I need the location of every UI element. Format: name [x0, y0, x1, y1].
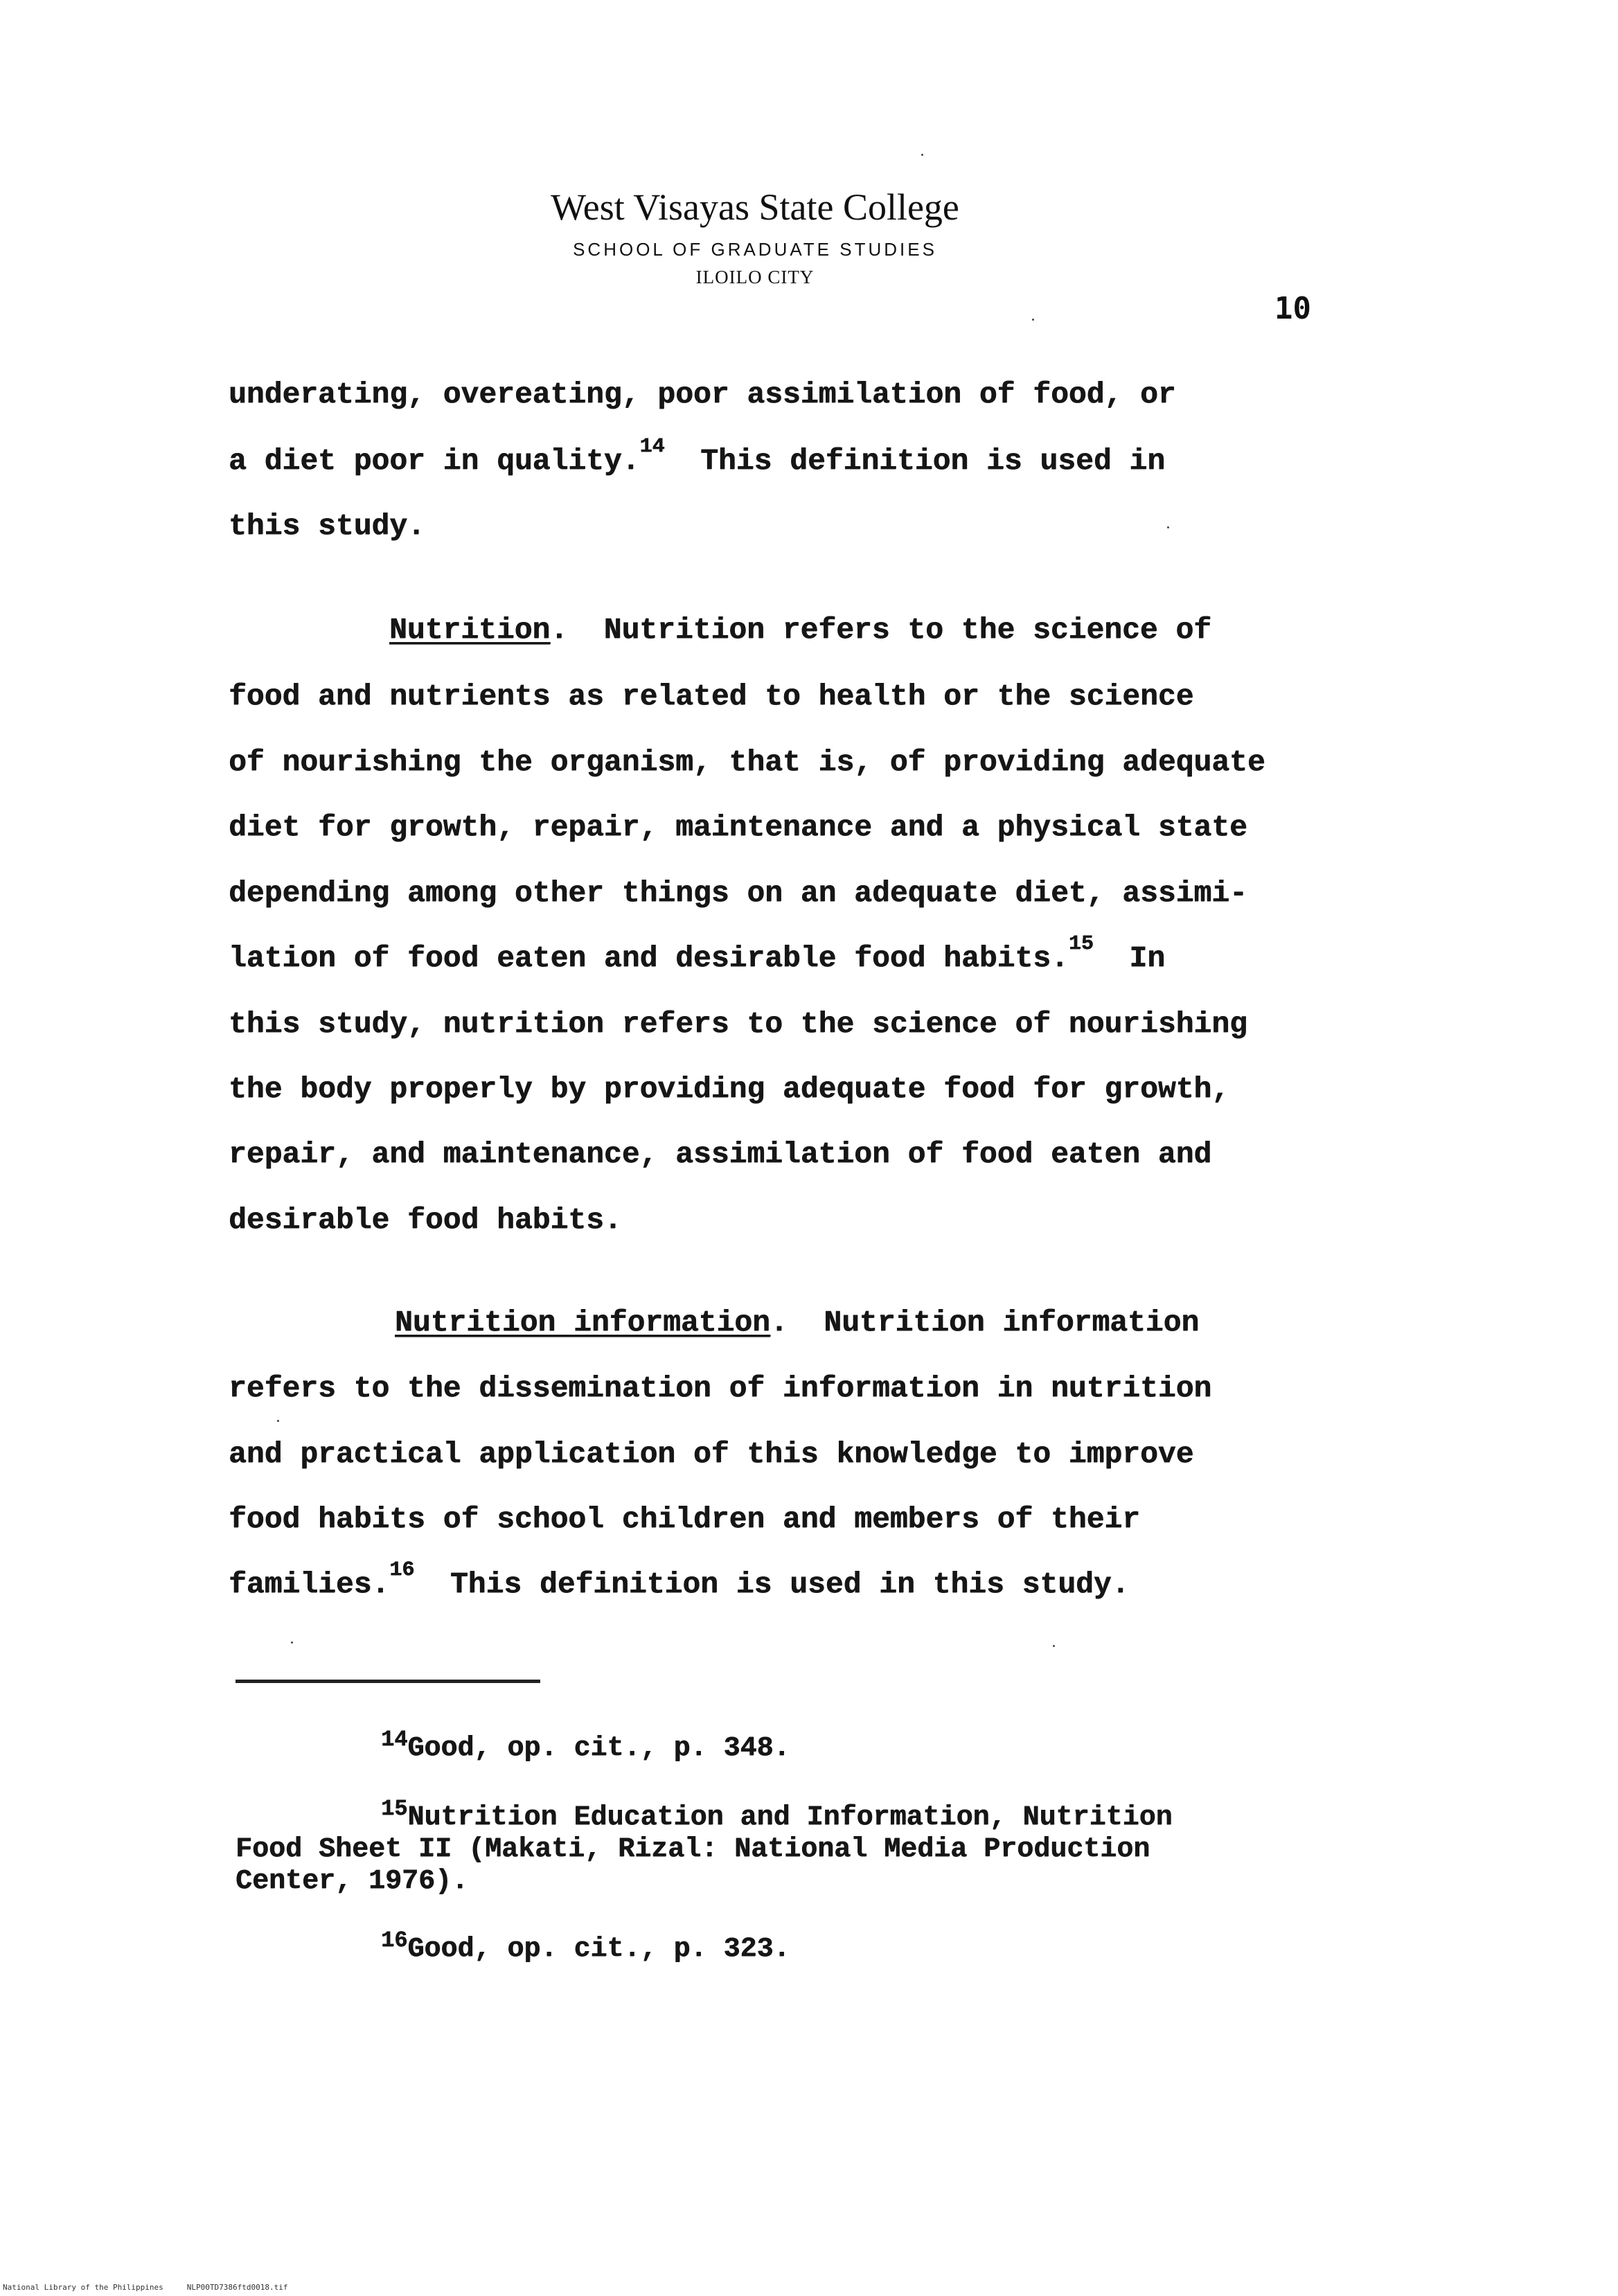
letterhead-city: ILOILO CITY — [695, 267, 815, 287]
scan-footer — [3, 2283, 312, 2292]
page-number: 10 — [1274, 291, 1311, 326]
body-line: desirable food habits. — [229, 1203, 622, 1237]
footnote-text: Nutrition Education and Information, Nutrition — [407, 1802, 1173, 1833]
footnote-text: Good, op. cit., p. 323. — [407, 1934, 790, 1965]
body-text: . Nutrition information — [770, 1306, 1200, 1340]
footnote-ref-14: 14 — [639, 435, 665, 459]
body-line: food habits of school children and members of their — [229, 1502, 1141, 1536]
footnote-text: Good, op. cit., p. 348. — [407, 1733, 790, 1764]
scan-speck — [277, 1420, 279, 1422]
footnote-15 — [381, 1796, 1173, 1835]
body-line: of nourishing the organism, that is, of providing adequate — [229, 745, 1265, 779]
letterhead-school-name: SCHOOL OF GRADUATE STUDIES — [573, 239, 937, 260]
body-line — [229, 932, 1166, 979]
letterhead-college-name: West Visayas State College — [551, 186, 959, 228]
footnote-14 — [381, 1727, 790, 1766]
body-line: this study. — [229, 509, 425, 543]
body-line: and practical application of this knowledge to improve — [229, 1437, 1194, 1471]
scan-speck — [921, 154, 923, 156]
body-text: This definition is used in — [664, 444, 1166, 478]
body-line — [229, 1558, 1130, 1605]
body-line: depending among other things on an adequate diet, assimi- — [229, 876, 1247, 910]
scan-speck — [291, 1641, 293, 1644]
footnote-15-line: Center, 1976). — [235, 1866, 469, 1897]
body-text: In — [1093, 941, 1166, 975]
body-line: underating, overeating, poor assimilation of food, or — [229, 377, 1176, 411]
body-text: families. — [229, 1567, 390, 1601]
footnote-ref-15: 15 — [1068, 932, 1094, 956]
body-text: This definition is used in this study. — [414, 1567, 1130, 1601]
body-line: diet for growth, repair, maintenance and a physical state — [229, 810, 1247, 844]
footnote-mark: 16 — [381, 1928, 408, 1953]
body-line: food and nutrients as related to health or the science — [229, 679, 1194, 713]
term-heading-nutrition: Nutrition — [389, 613, 551, 647]
body-text: lation of food eaten and desirable food habits. — [229, 941, 1069, 975]
footnote-mark: 15 — [381, 1796, 408, 1822]
body-line: the body properly by providing adequate food for growth, — [229, 1072, 1230, 1106]
footer-file: NLP00TD7386ftd0018.tif — [186, 2283, 288, 2292]
body-text: a diet poor in quality. — [229, 444, 640, 478]
footer-library: National Library of the Philippines — [3, 2283, 163, 2292]
body-text: . Nutrition refers to the science of — [550, 613, 1212, 647]
scan-speck — [1032, 319, 1034, 321]
term-heading-nutrition-information: Nutrition information — [395, 1306, 770, 1340]
footnote-separator — [235, 1680, 540, 1683]
footnote-15-line: Food Sheet II (Makati, Rizal: National Media Production — [235, 1834, 1150, 1865]
body-line — [389, 609, 1211, 651]
footnote-ref-16: 16 — [389, 1558, 415, 1582]
scan-speck — [1053, 1645, 1055, 1647]
footnote-16 — [381, 1928, 790, 1967]
body-line — [229, 435, 1166, 482]
scan-speck — [1167, 526, 1169, 528]
body-line: refers to the dissemination of information in nutrition — [229, 1371, 1212, 1405]
footnote-mark: 14 — [381, 1727, 408, 1752]
body-line: this study, nutrition refers to the science of nourishing — [229, 1007, 1247, 1041]
body-line — [395, 1302, 1199, 1344]
body-line: repair, and maintenance, assimilation of food eaten and — [229, 1137, 1212, 1171]
